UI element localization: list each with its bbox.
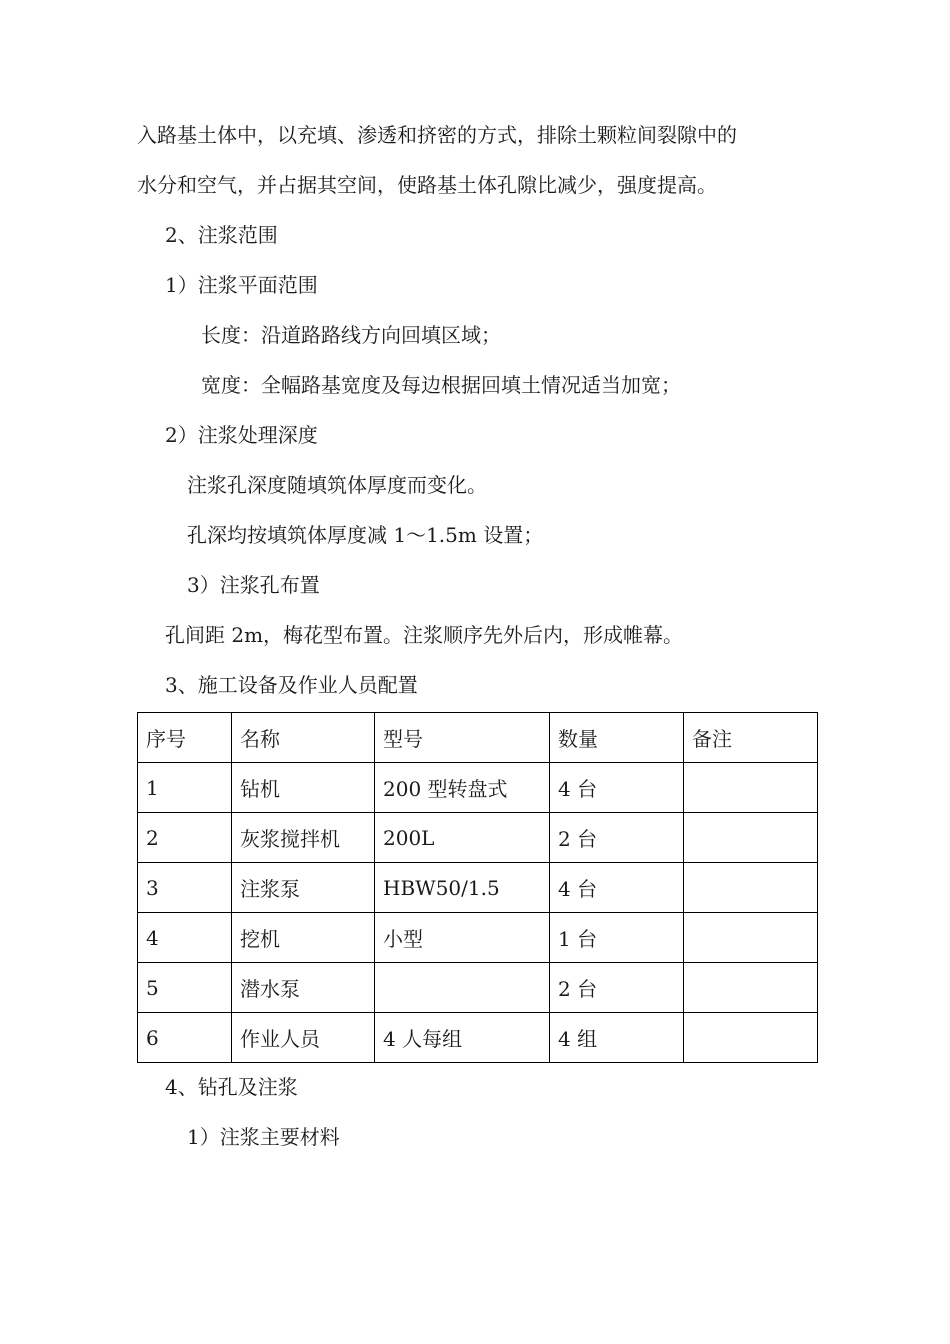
table-cell: 200 型转盘式 (375, 763, 550, 813)
paragraph-line: 水分和空气，并占据其空间，使路基土体孔隙比减少，强度提高。 (137, 173, 717, 197)
table-cell: 潜水泵 (232, 963, 375, 1013)
table-cell: 200L (375, 813, 550, 863)
table-cell: 4 人每组 (375, 1013, 550, 1063)
paragraph-line: 长度：沿道路路线方向回填区域； (201, 323, 501, 347)
table-header-row (138, 713, 818, 763)
table-cell: 2 (138, 813, 232, 863)
table-cell: 灰浆搅拌机 (232, 813, 375, 863)
table-row (138, 963, 818, 1013)
paragraph-line: 孔间距 2m，梅花型布置。注浆顺序先外后内，形成帷幕。 (165, 623, 684, 647)
paragraph-line: 注浆孔深度随填筑体厚度而变化。 (187, 473, 487, 497)
table-header-cell: 名称 (232, 713, 375, 763)
table-header-cell: 型号 (375, 713, 550, 763)
table-cell: 1 台 (550, 913, 684, 963)
table-cell: 2 台 (550, 963, 684, 1013)
table-cell: 小型 (375, 913, 550, 963)
table-cell: 钻机 (232, 763, 375, 813)
table-cell: 1 (138, 763, 232, 813)
table-cell: 作业人员 (232, 1013, 375, 1063)
table-row (138, 1013, 818, 1063)
section-heading: 3、施工设备及作业人员配置 (165, 673, 418, 697)
table-header-cell: 数量 (550, 713, 684, 763)
table-cell: 3 (138, 863, 232, 913)
table-header-cell: 备注 (684, 713, 818, 763)
table-cell (684, 1013, 818, 1063)
table-cell (684, 763, 818, 813)
table-cell: 4 (138, 913, 232, 963)
table-cell (375, 963, 550, 1013)
subsection-heading: 2）注浆处理深度 (165, 423, 318, 447)
paragraph-line: 孔深均按填筑体厚度减 1～1.5m 设置； (187, 523, 544, 547)
table-cell: 6 (138, 1013, 232, 1063)
subsection-heading: 1）注浆主要材料 (187, 1125, 340, 1149)
section-heading: 4、钻孔及注浆 (165, 1075, 298, 1099)
table-cell: 挖机 (232, 913, 375, 963)
table-cell: 2 台 (550, 813, 684, 863)
table-cell: HBW50/1.5 (375, 863, 550, 913)
table-row (138, 763, 818, 813)
subsection-heading: 3）注浆孔布置 (187, 573, 320, 597)
table-cell (684, 963, 818, 1013)
equipment-table (137, 712, 818, 1063)
table-cell: 4 组 (550, 1013, 684, 1063)
table-row (138, 863, 818, 913)
subsection-heading: 1）注浆平面范围 (165, 273, 318, 297)
table-cell (684, 863, 818, 913)
table-cell: 4 台 (550, 863, 684, 913)
paragraph-line: 入路基土体中，以充填、渗透和挤密的方式，排除土颗粒间裂隙中的 (137, 123, 737, 147)
table-cell (684, 813, 818, 863)
table-row (138, 913, 818, 963)
table-header-cell: 序号 (138, 713, 232, 763)
table-row (138, 813, 818, 863)
table-cell: 4 台 (550, 763, 684, 813)
paragraph-line: 宽度：全幅路基宽度及每边根据回填土情况适当加宽； (201, 373, 681, 397)
section-heading: 2、注浆范围 (165, 223, 278, 247)
table-cell: 5 (138, 963, 232, 1013)
table-cell: 注浆泵 (232, 863, 375, 913)
table-cell (684, 913, 818, 963)
